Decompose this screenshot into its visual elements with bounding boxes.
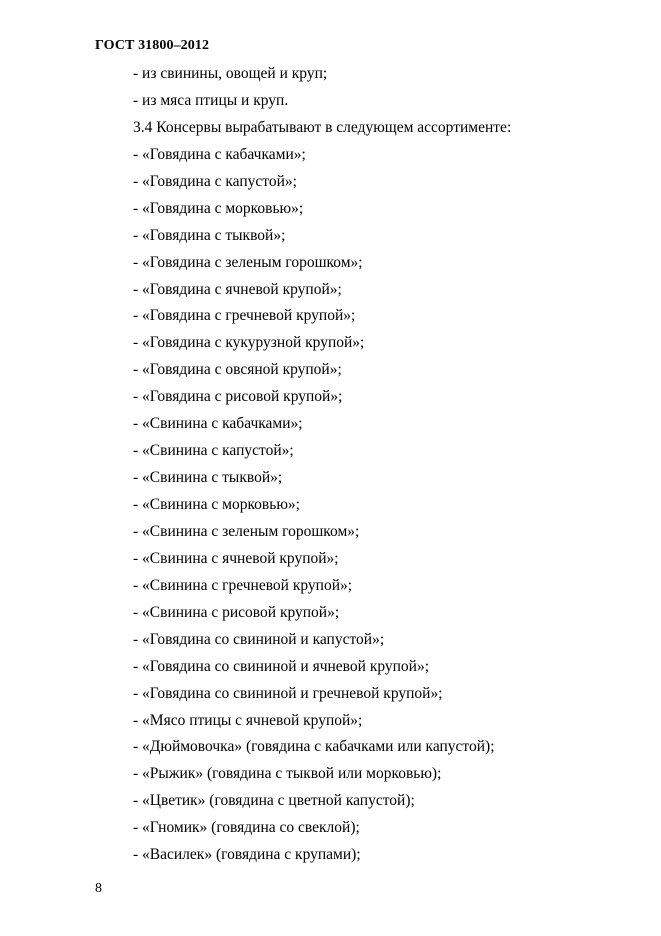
- list-item: - «Говядина с капустой»;: [133, 172, 297, 190]
- section-paragraph: 3.4 Консервы вырабатывают в следующем ассортименте:: [133, 118, 512, 136]
- page-number: 8: [95, 881, 102, 896]
- list-item: - «Говядина с гречневой крупой»;: [133, 307, 356, 325]
- list-item: - «Дюймовочка» (говядина с кабачками или капустой);: [133, 738, 495, 756]
- list-item: - «Свинина с гречневой крупой»;: [133, 576, 353, 594]
- list-item: - «Говядина с зеленым горошком»;: [133, 253, 363, 271]
- list-item: - «Свинина с капустой»;: [133, 442, 294, 460]
- list-item: - «Рыжик» (говядина с тыквой или морковью);: [133, 765, 442, 783]
- list-item: - «Говядина с кабачками»;: [133, 145, 306, 163]
- list-item: - «Свинина с морковью»;: [133, 496, 300, 513]
- list-item: - «Говядина с кукурузной крупой»;: [133, 334, 365, 352]
- list-item: - «Свинина с тыквой»;: [133, 469, 283, 487]
- list-item: - «Гномик» (говядина со свеклой);: [133, 819, 360, 837]
- list-item: - «Цветик» (говядина с цветной капустой);: [133, 792, 415, 810]
- list-item: - «Свинина с зеленым горошком»;: [133, 522, 360, 540]
- list-item: - «Говядина с морковью»;: [133, 199, 304, 217]
- list-item: - «Говядина со свининой и ячневой крупой»;: [133, 657, 430, 675]
- assortment-list: [133, 62, 633, 870]
- list-item: - «Говядина с рисовой крупой»;: [133, 388, 343, 406]
- list-item: - «Говядина со свининой и гречневой крупой»;: [133, 684, 443, 702]
- list-item: - «Говядина с овсяной крупой»;: [133, 361, 342, 379]
- list-item: - из мяса птицы и круп.: [133, 91, 289, 109]
- list-item: - «Говядина со свининой и капустой»;: [133, 630, 385, 648]
- list-item: - «Свинина с ячневой крупой»;: [133, 549, 339, 567]
- list-item: - «Говядина с тыквой»;: [133, 226, 286, 244]
- list-item: - «Свинина с кабачками»;: [133, 415, 303, 433]
- list-item: - «Мясо птицы с ячневой крупой»;: [133, 711, 363, 729]
- list-item: - «Свинина с рисовой крупой»;: [133, 603, 340, 621]
- list-item: - из свинины, овощей и круп;: [133, 65, 328, 82]
- list-item: - «Василек» (говядина с крупами);: [133, 846, 361, 864]
- document-code-header: ГОСТ 31800–2012: [95, 38, 210, 53]
- list-item: - «Говядина с ячневой крупой»;: [133, 280, 342, 298]
